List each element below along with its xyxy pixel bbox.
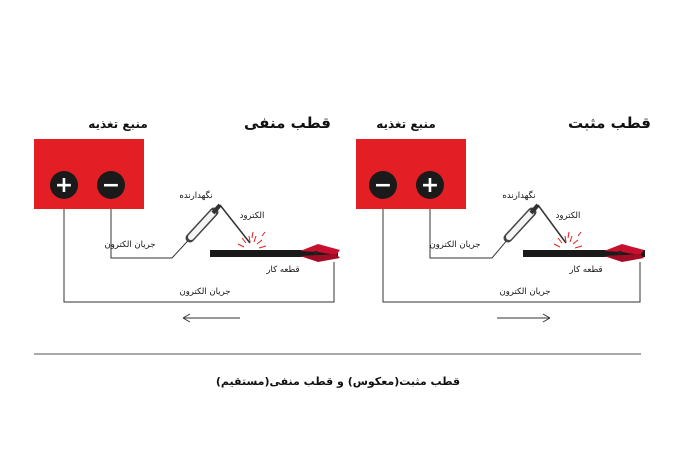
left-holder-label: نگهدارنده: [179, 191, 213, 201]
left-electrode-cable: [111, 209, 196, 258]
right-arc-sparks: [554, 232, 582, 248]
right-panel-heading: قطب مثبت: [568, 114, 651, 132]
figure-caption: قطب مثبت(معکوس) و قطب منفی(مستقیم): [215, 375, 461, 388]
right-plus-symbol: +: [420, 173, 440, 198]
right-current-direction-arrow: [497, 314, 550, 322]
right-power-supply: [356, 139, 466, 209]
left-lower-current-label: جریان الکترون: [179, 287, 231, 297]
left-electrode-label: الکترود: [239, 211, 265, 221]
right-power-supply-label: منبع تغذیه: [376, 117, 436, 131]
right-minus-symbol: −: [373, 173, 393, 198]
left-upper-current-label: جریان الکترون: [104, 240, 156, 250]
left-electrode-holder: [190, 205, 220, 238]
right-panel: [356, 114, 651, 322]
left-minus-symbol: −: [101, 173, 121, 198]
left-panel: [34, 114, 340, 322]
left-panel-heading: قطب منفی: [244, 114, 331, 132]
left-arc-sparks: [238, 232, 266, 248]
right-workpiece-label: قطعه کار: [569, 265, 603, 275]
right-electrode-holder: [508, 205, 538, 238]
left-power-supply: [34, 139, 144, 209]
left-workpiece-label: قطعه کار: [266, 265, 300, 275]
right-lower-current-label: جریان الکترون: [499, 287, 551, 297]
left-plus-symbol: +: [54, 173, 74, 198]
right-electrode-cable: [430, 209, 514, 258]
left-current-direction-arrow: [183, 314, 240, 322]
right-holder-label: نگهدارنده: [502, 191, 536, 201]
right-electrode-label: الکترود: [555, 211, 581, 221]
left-power-supply-label: منبع تغذیه: [88, 117, 148, 131]
right-upper-current-label: جریان الکترون: [429, 240, 481, 250]
